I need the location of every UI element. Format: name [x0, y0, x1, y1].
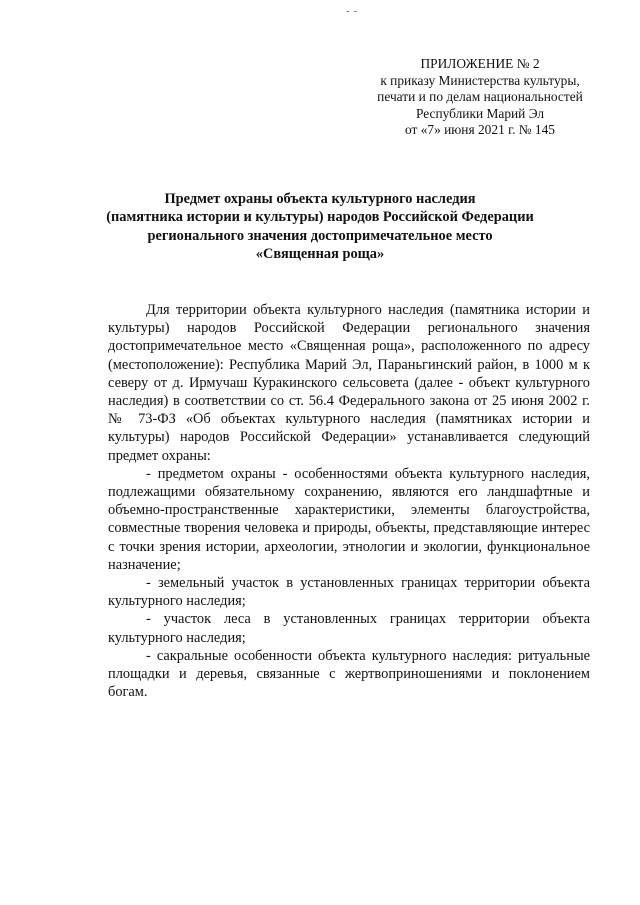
title-line: (памятника истории и культуры) народов Российской Федерации — [106, 209, 534, 226]
title-line: Предмет охраны объекта культурного наследия — [164, 191, 476, 207]
scan-mark: - - — [346, 6, 359, 17]
title-line: регионального значения достопримечательное место — [147, 227, 493, 244]
intro-paragraph: Для территории объекта культурного наследия (памятника истории и культуры) народов Российской Федерации регионального значения достопримечательное место «Священная роща», расположенного по адресу (местоположение): Республика Марий Эл, Параньгинский район, в 1000 м к северу от д. Ирмучаш Куракинского сельсовета (далее - объект культурного наследия) в соответствии со ст. 56.4 Федерального закона от 25 июня 2002 г. № 73-ФЗ «Об объектах культурного наследия (памятниках истории и культуры) народов Российской Федерации» устанавливается следующий предмет охраны: — [108, 302, 590, 464]
list-item: - сакральные особенности объекта культурного наследия: ритуальные площадки и деревья, связанные с жертвоприношениями и поклонением богам. — [108, 647, 590, 701]
document-body — [108, 301, 590, 701]
list-item: - земельный участок в установленных границах территории объекта культурного наследия; — [108, 575, 590, 610]
appendix-line: к приказу Министерства культуры, — [380, 72, 580, 88]
list-item: - предметом охраны - особенностями объекта культурного наследия, подлежащими обязательному сохранению, являются его ландшафтные и объемно-пространственные характеристики, элементы благоустройства, совместные творения человека и природы, объекты, представляющие интерес с точки зрения истории, археологии, этнологии и экологии, функциональное назначение; — [108, 465, 590, 573]
appendix-title: ПРИЛОЖЕНИЕ № 2 — [420, 56, 540, 71]
appendix-header — [360, 56, 600, 139]
title-line: «Священная роща» — [255, 246, 385, 263]
document-title — [60, 190, 580, 264]
appendix-line: Республики Марий Эл — [415, 105, 545, 121]
appendix-order-date: от «7» июня 2021 г. № 145 — [404, 122, 555, 138]
appendix-line: печати и по делам национальностей — [377, 89, 583, 105]
list-item: - участок леса в установленных границах территории объекта культурного наследия; — [108, 611, 590, 646]
